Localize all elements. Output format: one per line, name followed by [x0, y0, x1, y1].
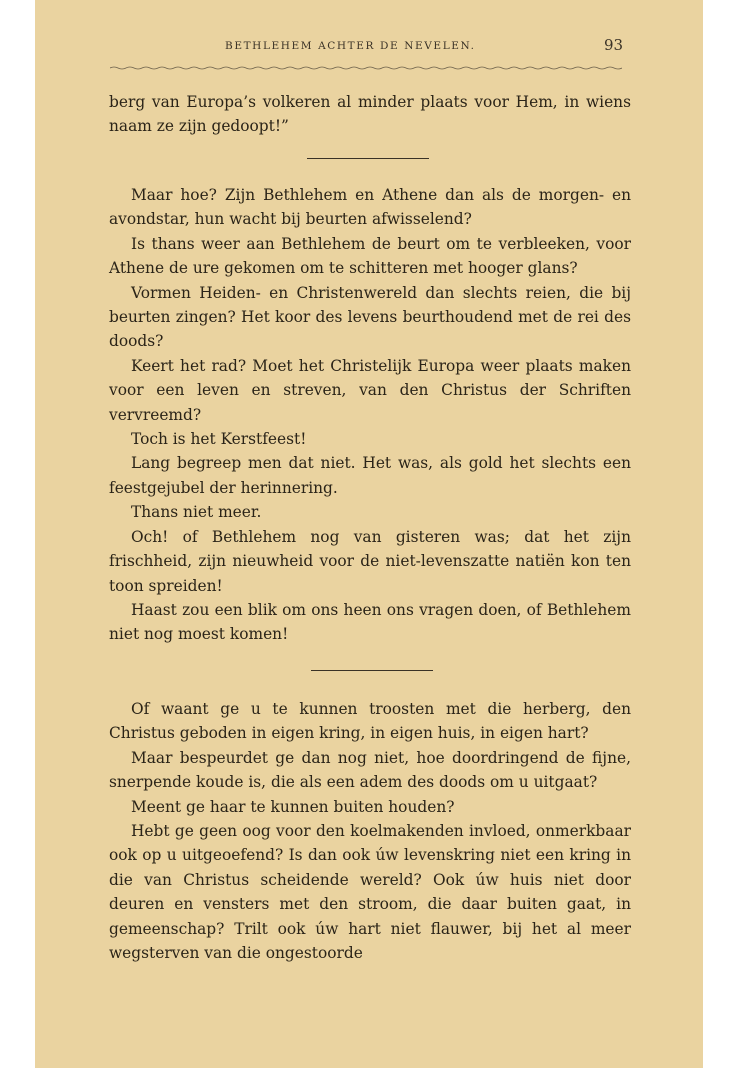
book-page [35, 0, 703, 1068]
paragraph: Keert het rad? Moet het Christelijk Europa weer plaats maken voor een leven en streven, van den Christus der Schriften vervreemd? [109, 356, 631, 424]
paragraph: Maar hoe? Zijn Bethlehem en Athene dan als de morgen- en avondstar, hun wacht bij beurten afwisselend? [109, 186, 631, 229]
section-divider [311, 670, 433, 671]
page-number: 93 [604, 36, 624, 54]
section-2 [109, 183, 631, 647]
paragraph: Meent ge haar te kunnen buiten houden? [131, 797, 455, 816]
paragraph: Och! of Bethlehem nog van gisteren was; dat het zijn frischheid, zijn nieuwheid voor de niet-levenszatte natiën kon ten toon spreiden! [109, 527, 631, 595]
paragraph: Lang begreep men dat niet. Het was, als gold het slechts een feestgejubel der herinnering. [109, 454, 631, 497]
paragraph: Is thans weer aan Bethlehem de beurt om te verbleeken, voor Athene de ure gekomen om te schitteren met hooger glans? [109, 234, 631, 278]
running-head [35, 36, 703, 56]
section-1 [109, 90, 631, 139]
running-title: BETHLEHEM ACHTER DE NEVELEN. [225, 40, 476, 52]
paragraph: Thans niet meer. [131, 503, 262, 522]
paragraph: berg van Europa’s volkeren al minder plaats voor Hem, in wiens naam ze zijn gedoopt!” [109, 93, 631, 136]
paragraph: Haast zou een blik om ons heen ons vragen doen, of Bethlehem niet nog moest komen! [109, 600, 631, 644]
paragraph: Vormen Heiden- en Christenwereld dan slechts reien, die bij beurten zingen? Het koor des levens beurthoudend met de rei des doods? [109, 283, 631, 351]
section-3 [109, 697, 631, 965]
paragraph: Hebt ge geen oog voor den koelmakenden invloed, onmerkbaar ook op u uitgeoefend? Is dan ook úw levenskring niet een kring in die van Christus scheidende wereld? Ook úw huis niet door deuren en vensters met den stroom, die daar buiten gaat, in gemeenschap? Trilt ook úw hart niet flauwer, bij het al meer wegsterven van die ongestoorde [109, 822, 631, 963]
paragraph: Of waant ge u te kunnen troosten met die herberg, den Christus geboden in eigen kring, in eigen huis, in eigen hart? [109, 700, 631, 743]
paragraph: Maar bespeurdet ge dan nog niet, hoe doordringend de fijne, snerpende koude is, die als een adem des doods om u uitgaat? [109, 748, 631, 792]
paragraph: Toch is het Kerstfeest! [131, 430, 307, 449]
header-wavy-rule [110, 66, 622, 70]
section-divider [307, 158, 429, 159]
